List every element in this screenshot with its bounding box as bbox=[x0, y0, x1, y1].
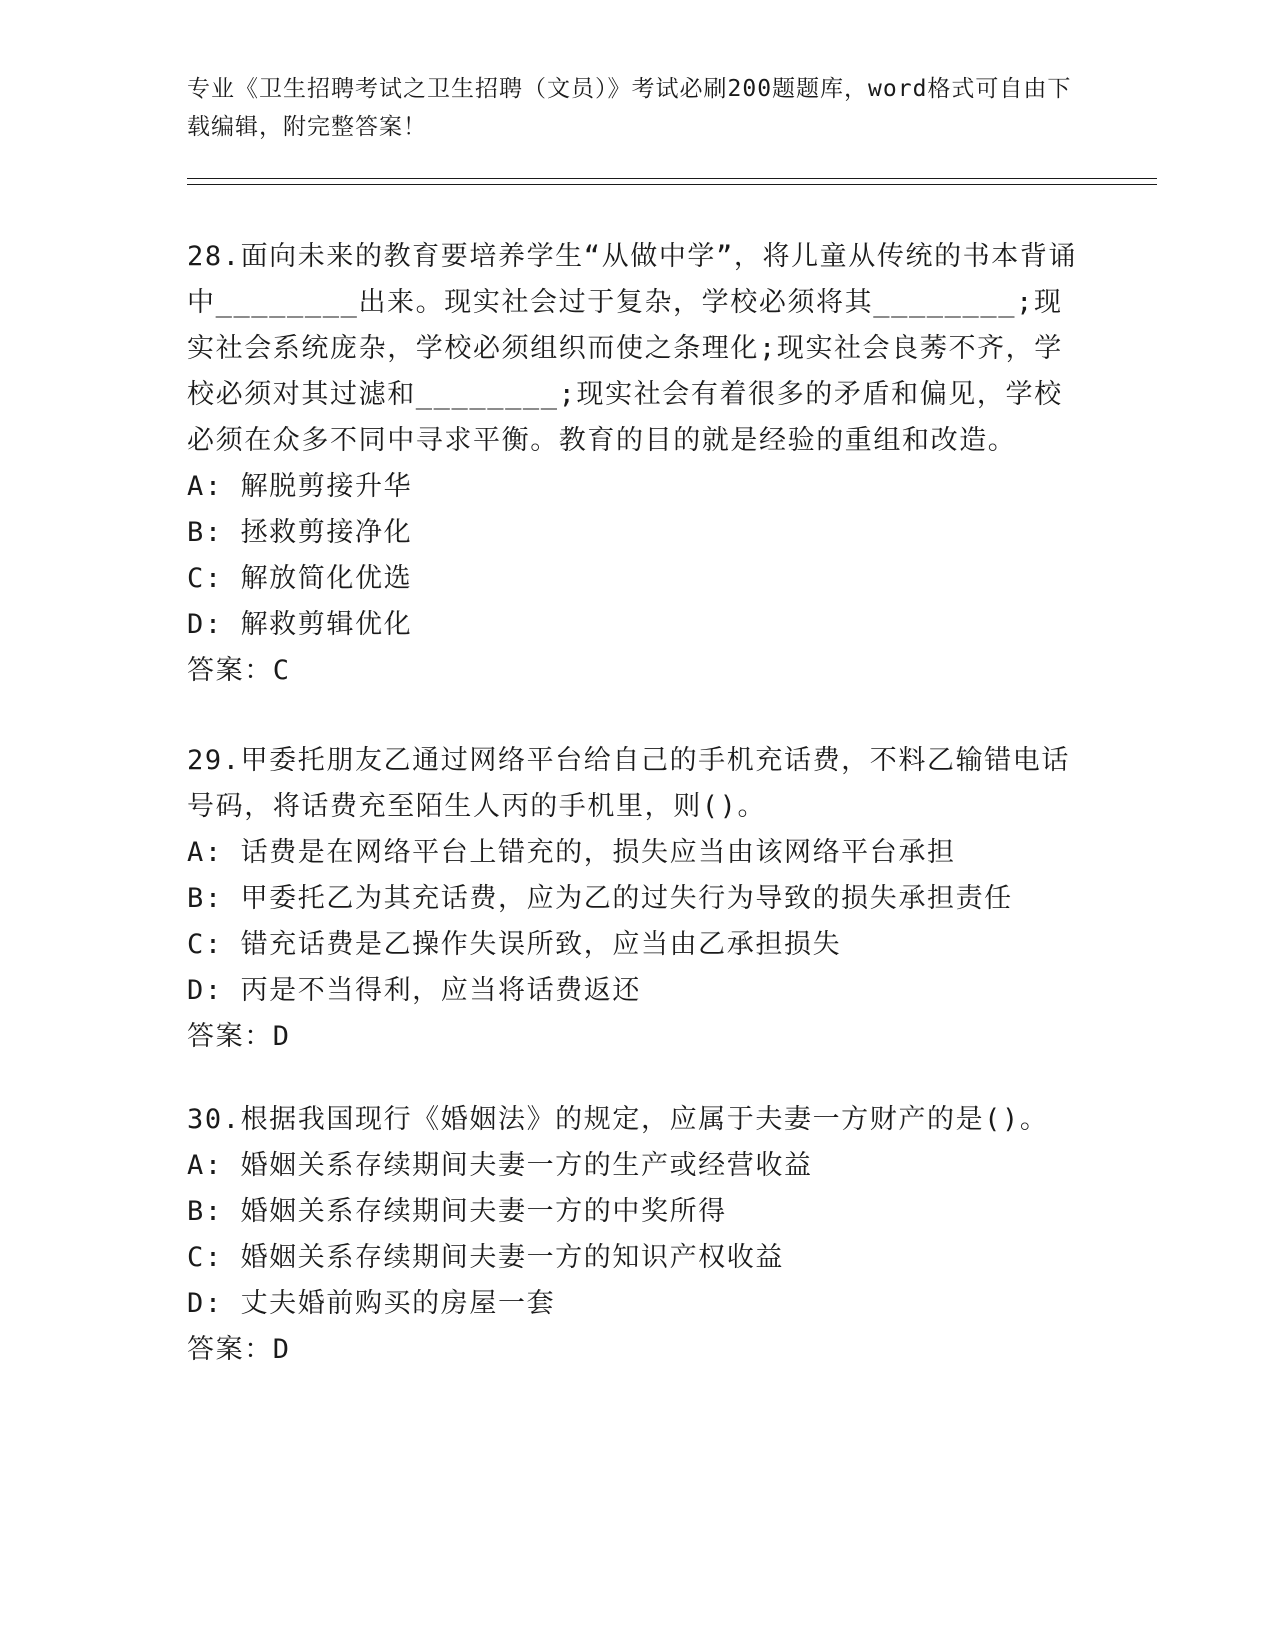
option-d: D: 解救剪辑优化 bbox=[187, 609, 413, 640]
answer: 答案：C bbox=[187, 655, 291, 686]
question-30 bbox=[187, 1097, 1087, 1373]
header-divider-bottom bbox=[187, 184, 1157, 185]
option-b: B: 婚姻关系存续期间夫妻一方的中奖所得 bbox=[187, 1196, 727, 1227]
header-divider-top bbox=[187, 178, 1157, 179]
question-stem: 30.根据我国现行《婚姻法》的规定，应属于夫妻一方财产的是()。 bbox=[187, 1104, 1049, 1135]
document-header: 专业《卫生招聘考试之卫生招聘（文员）》考试必刷200题题库，word格式可自由下载编辑，附完整答案！ bbox=[187, 76, 1072, 140]
option-d: D: 丙是不当得利，应当将话费返还 bbox=[187, 975, 641, 1006]
option-a: A: 解脱剪接升华 bbox=[187, 471, 413, 502]
option-c: C: 解放简化优选 bbox=[187, 563, 413, 594]
question-stem: 29.甲委托朋友乙通过网络平台给自己的手机充话费，不料乙输错电话号码，将话费充至陌生人丙的手机里，则()。 bbox=[187, 745, 1070, 822]
option-b: B: 拯救剪接净化 bbox=[187, 517, 413, 548]
option-a: A: 婚姻关系存续期间夫妻一方的生产或经营收益 bbox=[187, 1150, 813, 1181]
question-29 bbox=[187, 738, 1087, 1060]
option-c: C: 错充话费是乙操作失误所致，应当由乙承担损失 bbox=[187, 929, 842, 960]
option-c: C: 婚姻关系存续期间夫妻一方的知识产权收益 bbox=[187, 1242, 784, 1273]
question-stem: 28.面向未来的教育要培养学生“从做中学”，将儿童从传统的书本背诵中________出来。现实社会过于复杂，学校必须将其________;现实社会系统庞杂，学校必须组织而使之条理化;现实社会良莠不齐，学校必须对其过滤和________;现实社会有着很多的矛盾和偏见，学校必须在众多不同中寻求平衡。教育的目的就是经验的重组和改造。 bbox=[187, 241, 1078, 456]
option-a: A: 话费是在网络平台上错充的，损失应当由该网络平台承担 bbox=[187, 837, 956, 868]
option-b: B: 甲委托乙为其充话费，应为乙的过失行为导致的损失承担责任 bbox=[187, 883, 1013, 914]
option-d: D: 丈夫婚前购买的房屋一套 bbox=[187, 1288, 556, 1319]
answer: 答案：D bbox=[187, 1021, 291, 1052]
answer: 答案：D bbox=[187, 1334, 291, 1365]
question-28 bbox=[187, 234, 1087, 694]
